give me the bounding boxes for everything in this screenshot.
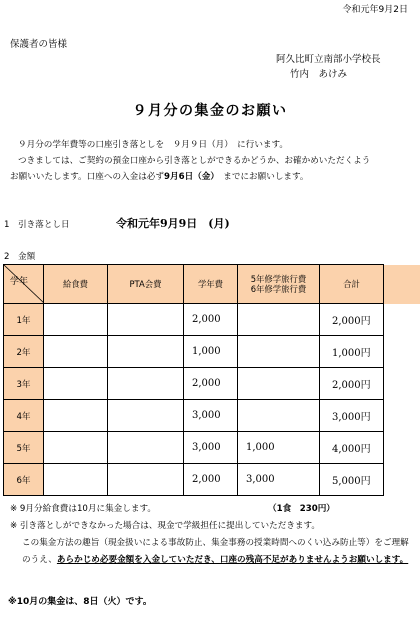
pta-header: PTA会費 (108, 265, 184, 304)
lunch-cell (44, 432, 108, 464)
grade-fee-cell: 2,000 (184, 464, 238, 496)
note-purpose-text: この集金方法の趣旨（現金扱いによる事故防止、集金事務の授業時間へのくい込み防止等）をご理解のうえ、 (22, 538, 409, 565)
lunch-price: （1食 230円） (268, 504, 335, 514)
fee-table (3, 264, 420, 496)
note-lunch (10, 501, 410, 518)
grade-fee-header: 学年費 (184, 265, 238, 304)
recipient: 保護者の皆様 (10, 39, 68, 50)
table-row (4, 432, 420, 464)
trip-cell (238, 368, 320, 400)
note-lunch-text: ※ 9月分給食費は10月に集金します。 (10, 504, 156, 514)
total-header: 合計 (320, 265, 384, 304)
trip-header-line-1: 5年修学旅行費 (250, 274, 307, 284)
table-row (4, 400, 420, 432)
trip-cell (238, 304, 320, 336)
grade-fee-cell: 3,000 (184, 432, 238, 464)
trip-cell (238, 400, 320, 432)
note-failed-withdrawal: ※ 引き落としができなかった場合は、現金で学級担任に提出していただきます。 (10, 521, 321, 531)
grade-fee-cell: 1,000 (184, 336, 238, 368)
trip-cell (238, 336, 320, 368)
lunch-cell (44, 304, 108, 336)
lunch-header: 給食費 (44, 265, 108, 304)
trip-header (238, 265, 320, 304)
grade-cell: 4年 (4, 400, 44, 432)
pta-cell (108, 304, 184, 336)
deposit-deadline: 9月6日（金） (164, 172, 215, 182)
note-next-collection: ※10月の集金は、8日（火）です。 (8, 597, 152, 607)
section-1-label: 1 引き落とし日 (4, 220, 70, 230)
total-cell: 4,000円 (320, 432, 384, 464)
total-cell: 3,000円 (320, 400, 384, 432)
grade-fee-cell: 2,000 (184, 304, 238, 336)
table-row (4, 336, 420, 368)
table-row (4, 464, 420, 496)
grade-header-label: 学年 (10, 277, 29, 287)
pta-cell (108, 368, 184, 400)
note-purpose (22, 535, 412, 569)
table-header-row (4, 265, 420, 304)
trip-cell: 3,000 (238, 464, 320, 496)
pta-cell (108, 336, 184, 368)
intro-line-3 (10, 169, 412, 185)
school-name: 阿久比町立南部小学校長 (276, 54, 381, 65)
intro-line-3a: お願いいたします。口座への入金は必ず (10, 172, 165, 182)
table-row (4, 368, 420, 400)
note-purpose-request: あらかじめ必要金額を入金していただき、口座の残高不足がありませんようお願いします。 (56, 555, 409, 565)
header-fill (384, 265, 420, 304)
grade-header (4, 265, 44, 304)
lunch-cell (44, 464, 108, 496)
grade-cell: 5年 (4, 432, 44, 464)
grade-cell: 2年 (4, 336, 44, 368)
total-cell: 1,000円 (320, 336, 384, 368)
grade-fee-cell: 3,000 (184, 400, 238, 432)
section-2-label: 2 金額 (4, 252, 36, 262)
trip-header-line-2: 6年修学旅行費 (250, 284, 307, 294)
lunch-cell (44, 368, 108, 400)
grade-fee-cell: 2,000 (184, 368, 238, 400)
page-title: ９月分の集金のお願い (132, 103, 288, 119)
total-cell: 2,000円 (320, 304, 384, 336)
grade-cell: 6年 (4, 464, 44, 496)
total-cell: 5,000円 (320, 464, 384, 496)
lunch-cell (44, 400, 108, 432)
intro-line-3c: までにお願いします。 (223, 172, 309, 182)
trip-cell: 1,000 (238, 432, 320, 464)
sender-block (276, 52, 381, 82)
pta-cell (108, 432, 184, 464)
intro-line-1: ９月分の学年費等の口座引き落としを ９月９日（月） に行います。 (18, 140, 289, 150)
intro-paragraph (10, 137, 412, 185)
lunch-cell (44, 336, 108, 368)
pta-cell (108, 464, 184, 496)
grade-cell: 1年 (4, 304, 44, 336)
principal-name: 竹内 あけみ (290, 69, 348, 80)
grade-cell: 3年 (4, 368, 44, 400)
withdrawal-date: 令和元年9月9日 (月) (116, 217, 230, 230)
table-row (4, 304, 420, 336)
total-cell: 2,000円 (320, 368, 384, 400)
document-date: 令和元年9月2日 (342, 5, 408, 15)
pta-cell (108, 400, 184, 432)
intro-line-2: つきましては、ご契約の預金口座から引き落としができるかどうか、お確かめいただくよう (18, 156, 371, 166)
